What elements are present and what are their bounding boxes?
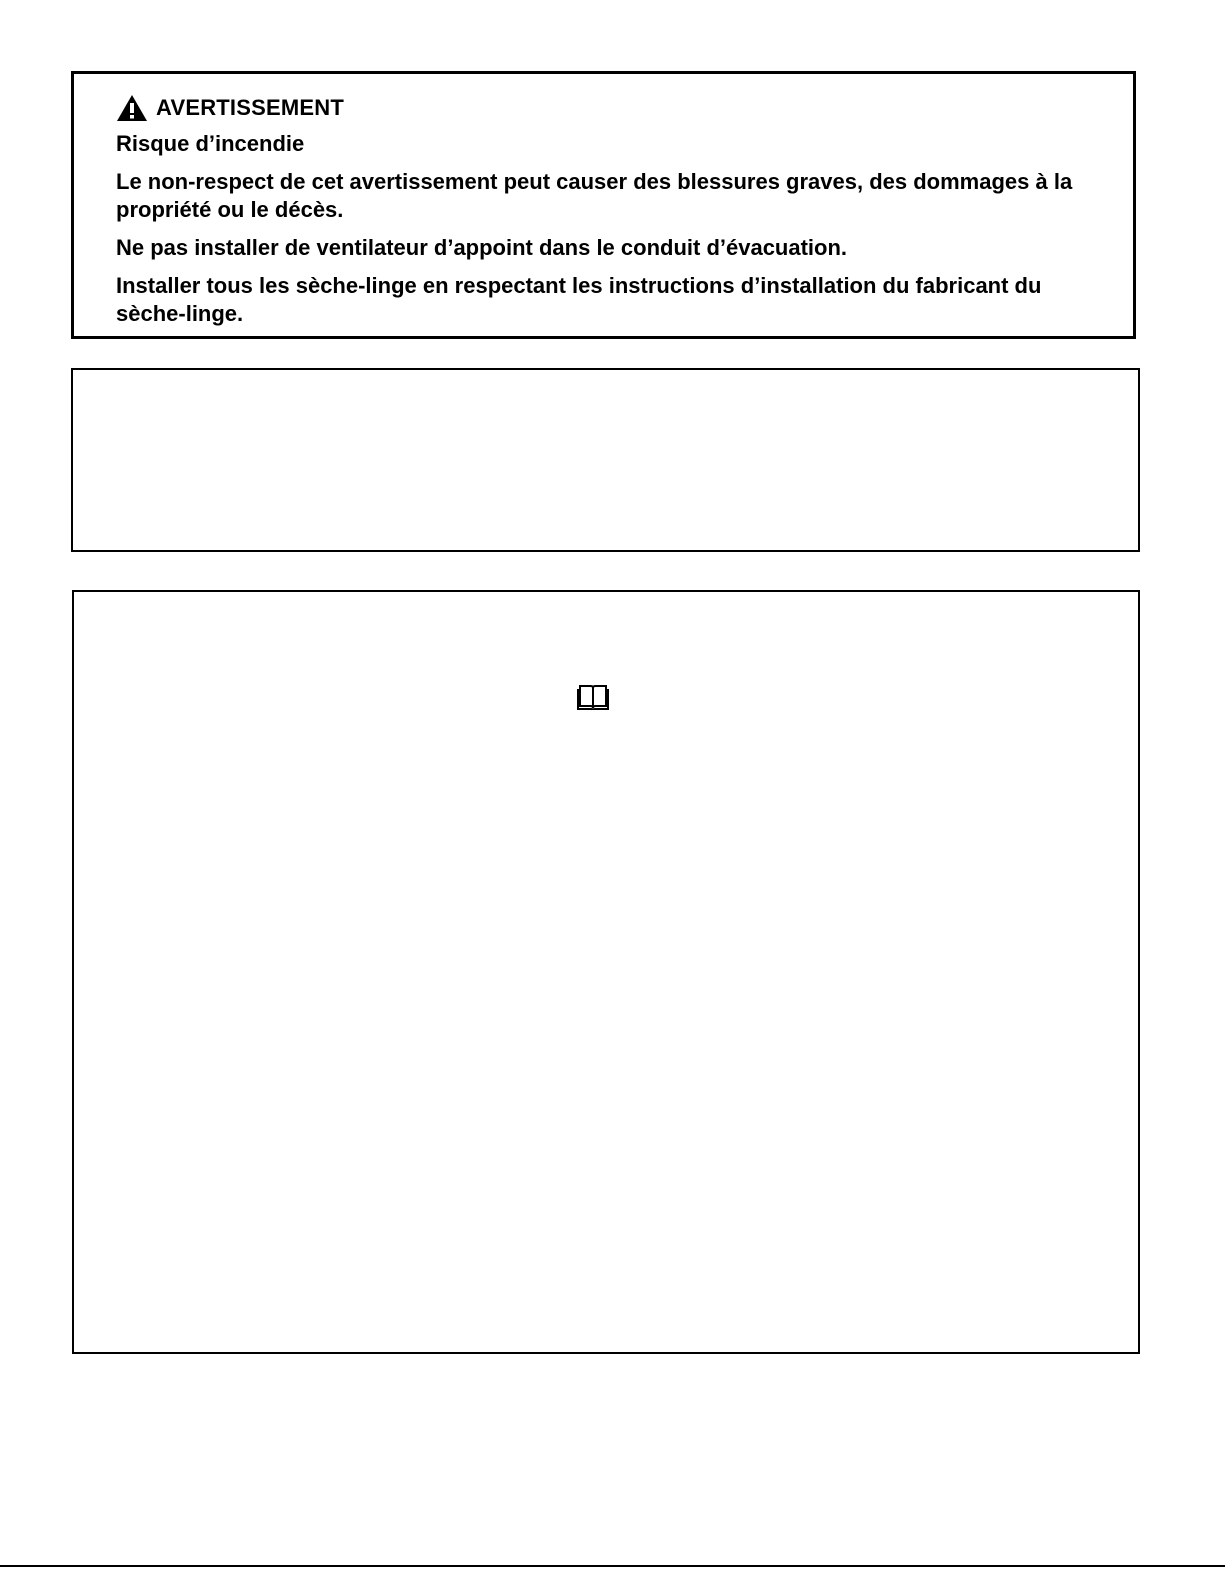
warning-box [71,71,1136,339]
fan-instruction-text: Ne pas installer de ventilateur d’appoint dans le conduit d’évacuation. [116,235,848,260]
warning-triangle-icon [116,94,148,122]
warning-header [116,92,1103,124]
instruction-panel [72,590,1140,1354]
page-bottom-rule [0,1565,1225,1567]
install-instruction-text: Installer tous les sèche-linge en respectant les instructions d’installation du fabricant du sèche-linge. [116,273,1042,326]
warning-title: AVERTISSEMENT [156,95,344,120]
hazard-text: Risque d’incendie [116,131,305,156]
consequence-text: Le non-respect de cet avertissement peut causer des blessures graves, des dommages à la propriété ou le décès. [116,169,1073,222]
book-icon [576,683,610,711]
blank-panel [71,368,1140,552]
